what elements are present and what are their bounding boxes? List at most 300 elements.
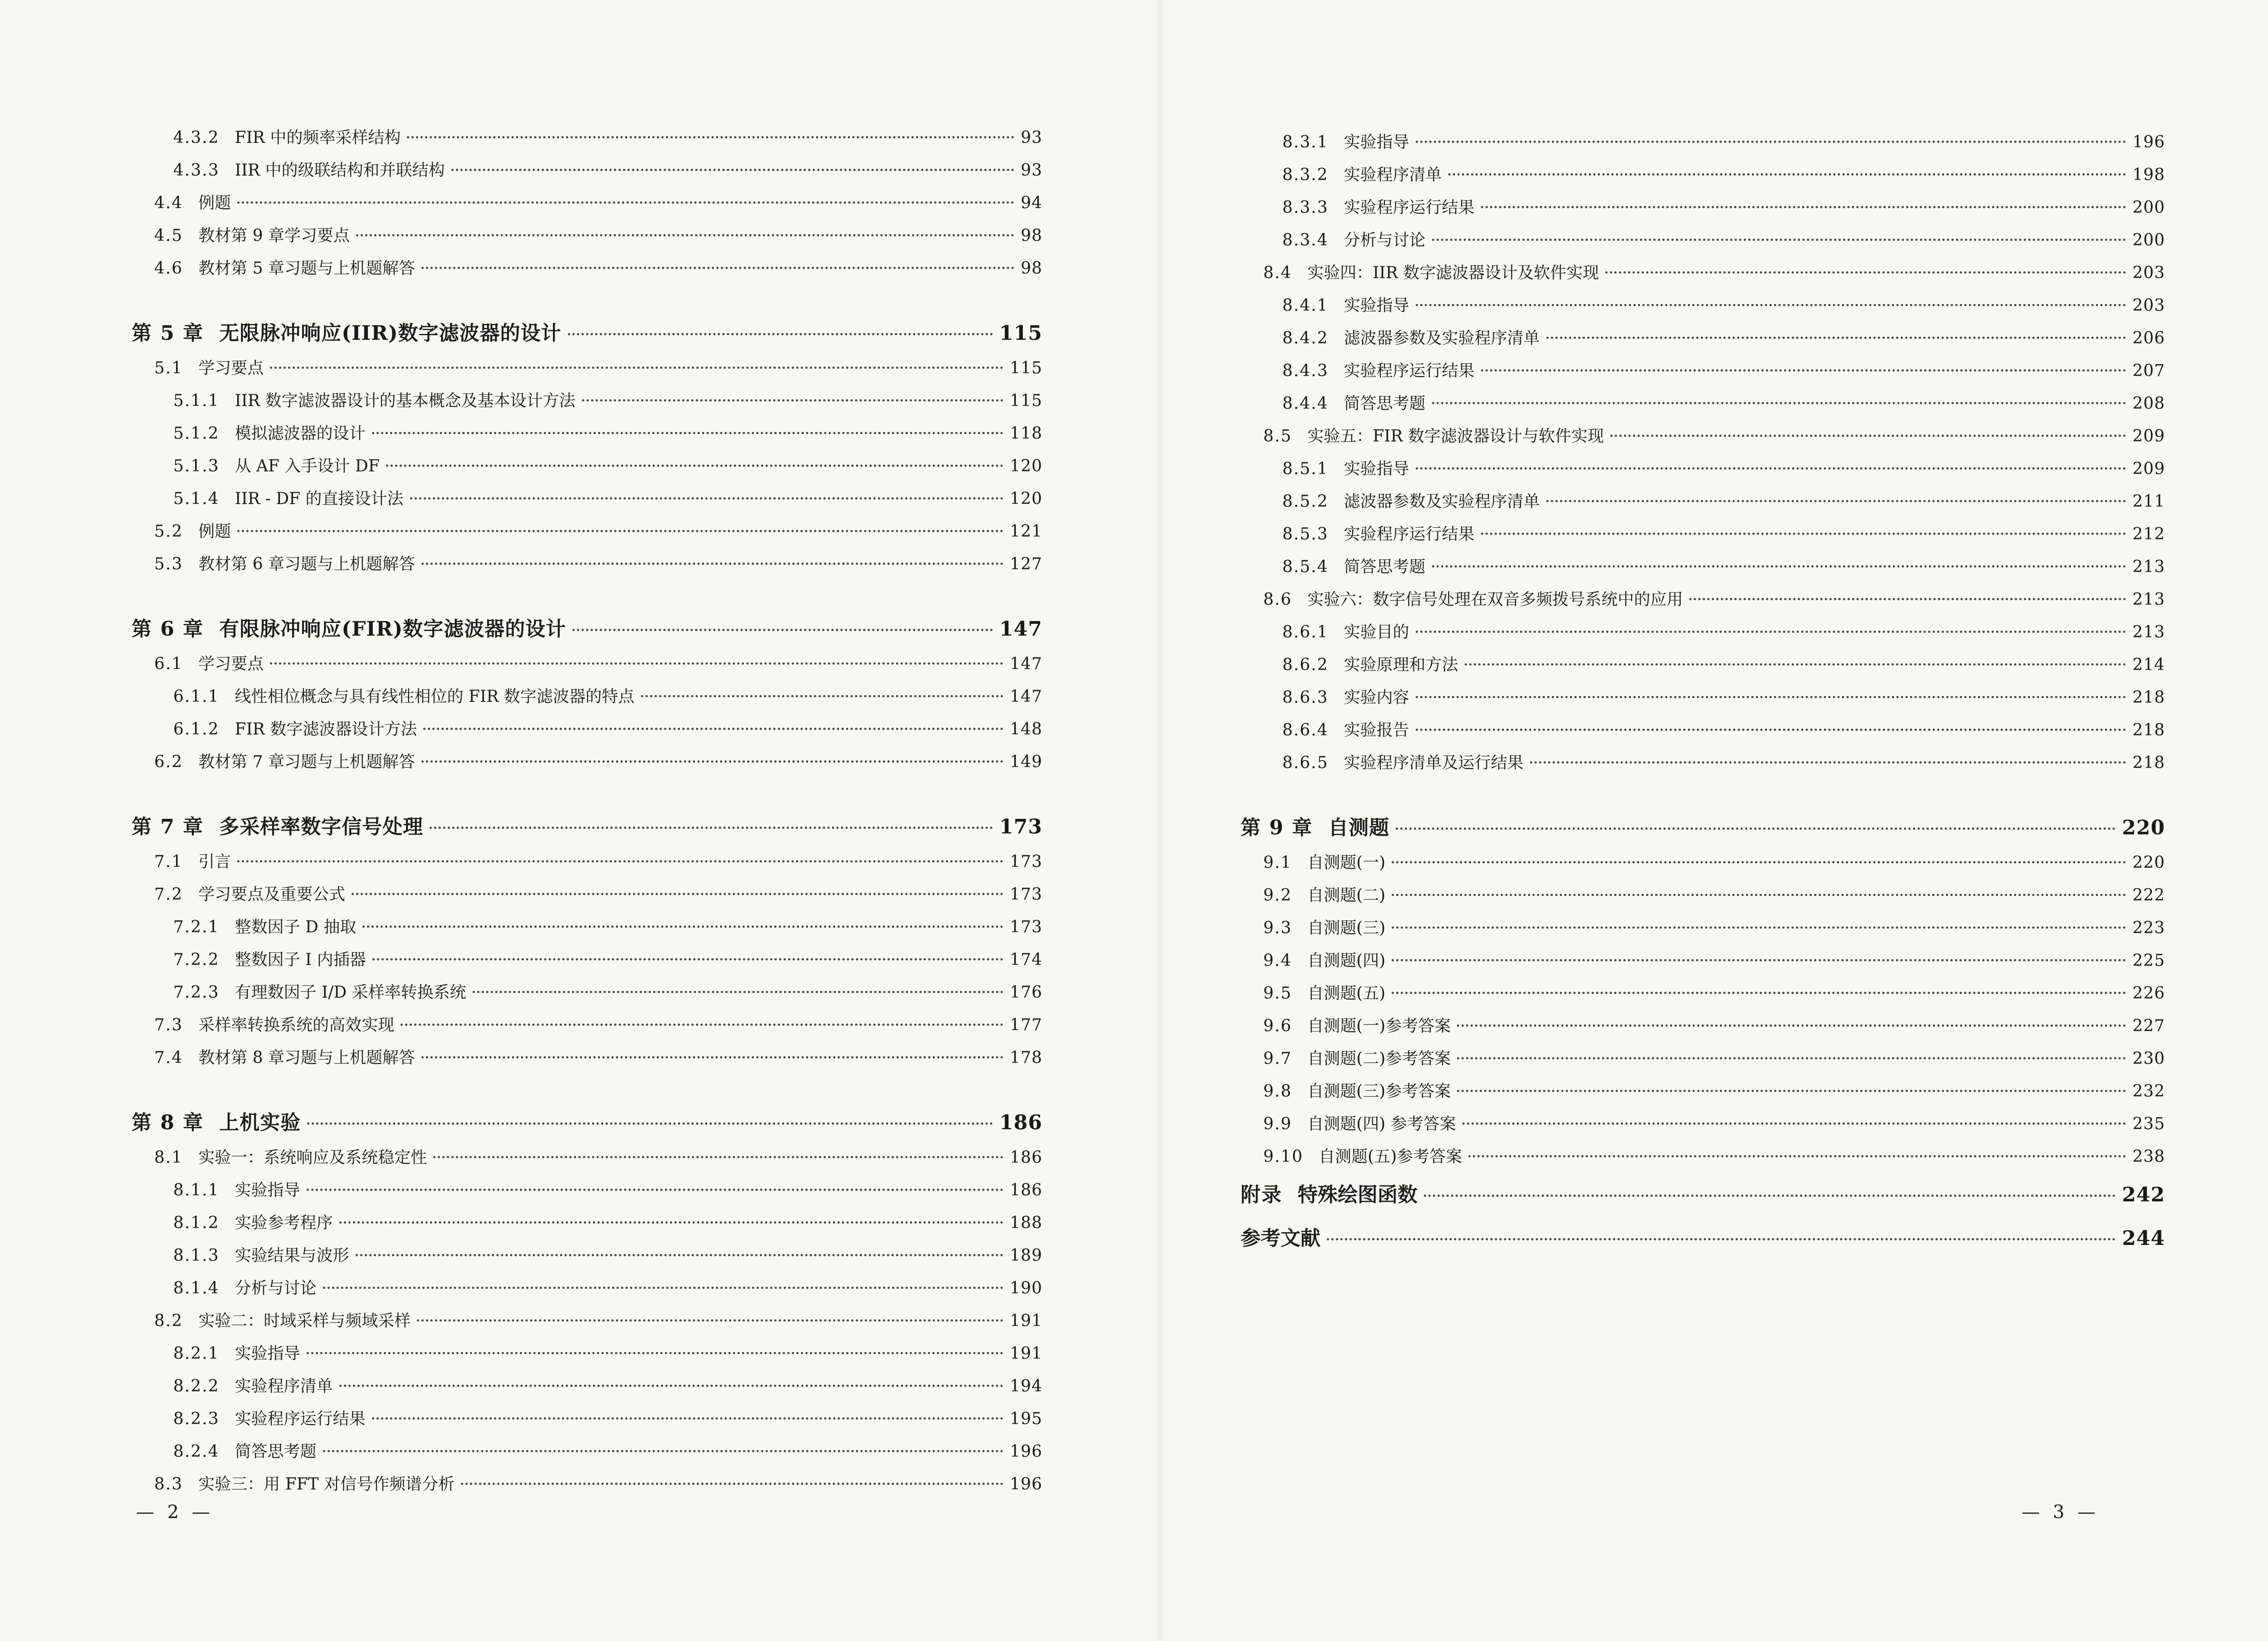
page-number: — 2 — — [136, 1502, 214, 1523]
toc-entry-number: 7.2.1 — [173, 918, 220, 936]
toc-entry-page: 220 — [2122, 816, 2165, 839]
toc-entry-title: 整数因子 D 抽取 — [235, 918, 357, 936]
toc-entry[interactable] — [1241, 1141, 2165, 1173]
toc-entry[interactable] — [132, 846, 1042, 878]
toc-entry-page: 178 — [1010, 1048, 1042, 1067]
toc-entry[interactable] — [132, 1337, 1042, 1370]
toc-entry-number: 8.5.2 — [1282, 492, 1329, 511]
toc-entry-number: 8.3.4 — [1282, 231, 1329, 250]
toc-entry-title: 滤波器参数及实验程序清单 — [1344, 492, 1540, 511]
toc-entry-number: 9.4 — [1263, 951, 1292, 970]
toc-entry[interactable] — [132, 1141, 1042, 1174]
toc-entry-title: 自测题 — [1328, 816, 1390, 839]
toc-entry-title: 实验六：数字信号处理在双音多频拨号系统中的应用 — [1307, 590, 1683, 609]
toc-entry-page: 186 — [1010, 1148, 1042, 1167]
toc-entry[interactable] — [1241, 1043, 2165, 1075]
toc-entry-page: 200 — [2132, 198, 2165, 217]
dot-leader — [421, 563, 1003, 565]
toc-entry-number: 8.4.4 — [1282, 394, 1329, 413]
toc-entry-page: 186 — [1010, 1181, 1042, 1200]
toc-entry-number: 7.3 — [154, 1016, 183, 1034]
toc-entry-page: 118 — [1010, 424, 1042, 443]
toc-entry[interactable] — [1241, 551, 2165, 583]
dot-leader — [582, 399, 1004, 402]
toc-entry[interactable] — [132, 1042, 1042, 1074]
toc-entry[interactable] — [1241, 387, 2165, 420]
dot-leader — [323, 1450, 1004, 1452]
toc-entry[interactable] — [132, 1435, 1042, 1468]
toc-entry[interactable] — [132, 450, 1042, 483]
toc-appendix-entry[interactable] — [1241, 1173, 2165, 1217]
toc-entry-number: 8.2.2 — [173, 1377, 220, 1396]
dot-leader — [352, 893, 1003, 895]
toc-entry-title: 多采样率数字信号处理 — [219, 815, 424, 838]
dot-leader — [421, 1056, 1003, 1058]
toc-entry[interactable] — [1241, 355, 2165, 387]
toc-entry-title: 实验指导 — [235, 1344, 300, 1363]
toc-entry-title: 教材第 9 章学习要点 — [198, 226, 350, 245]
toc-entry-number: 9.7 — [1263, 1049, 1292, 1068]
toc-entry[interactable] — [1241, 847, 2165, 879]
toc-entry-page: 218 — [2132, 721, 2165, 740]
toc-entry-number: 5.1.4 — [173, 490, 220, 508]
dot-leader — [410, 497, 1004, 500]
toc-entry-title: 例题 — [198, 522, 231, 541]
toc-entry-title: 从 AF 入手设计 DF — [235, 457, 380, 475]
dot-leader — [1432, 402, 2126, 404]
toc-entry-page: 226 — [2132, 984, 2165, 1003]
toc-entry-title: 模拟滤波器的设计 — [235, 424, 366, 443]
toc-entry-title: 实验程序运行结果 — [1344, 525, 1475, 544]
toc-entry-page: 120 — [1010, 490, 1042, 508]
dot-leader — [1392, 992, 2126, 994]
toc-entry-page: 177 — [1010, 1016, 1042, 1034]
toc-entry-title: 自测题(三) — [1307, 919, 1386, 937]
toc-entry-page: 220 — [2132, 853, 2165, 872]
toc-entry-title: 教材第 6 章习题与上机题解答 — [198, 555, 415, 573]
toc-entry[interactable] — [132, 122, 1042, 154]
toc-entry-number: 7.2.2 — [173, 950, 220, 969]
toc-entry-number: 6.1 — [154, 655, 183, 673]
toc-entry-page: 232 — [2132, 1082, 2165, 1101]
toc-entry[interactable] — [1241, 518, 2165, 551]
dot-leader — [372, 432, 1004, 434]
dot-leader — [323, 1287, 1004, 1289]
toc-entry-page: 218 — [2132, 754, 2165, 772]
toc-entry[interactable] — [1241, 159, 2165, 191]
toc-entry-page: 195 — [1010, 1410, 1042, 1428]
toc-entry-title: 例题 — [198, 194, 231, 212]
toc-entry[interactable] — [132, 648, 1042, 681]
toc-entry-page: 225 — [2132, 951, 2165, 970]
dot-leader — [362, 926, 1003, 928]
toc-entry-number: 7.4 — [154, 1048, 183, 1067]
toc-entry-number: 6.2 — [154, 753, 183, 771]
toc-entry-page: 213 — [2132, 558, 2165, 576]
toc-entry[interactable] — [132, 548, 1042, 581]
toc-entry-number: 8.3.1 — [1282, 133, 1329, 152]
toc-entry-title: 整数因子 I 内插器 — [235, 950, 366, 969]
toc-entry[interactable] — [132, 1468, 1042, 1501]
toc-entry[interactable] — [1241, 485, 2165, 518]
toc-entry[interactable] — [1241, 191, 2165, 224]
dot-leader — [401, 1024, 1003, 1026]
toc-entry-title: 实验一：系统响应及系统稳定性 — [198, 1148, 427, 1167]
toc-entry-title: 特殊绘图函数 — [1298, 1183, 1418, 1206]
toc-entry-title: 自测题(五)参考答案 — [1319, 1147, 1462, 1166]
toc-entry[interactable] — [132, 1272, 1042, 1305]
toc-entry-page: 121 — [1010, 522, 1042, 541]
dot-leader — [430, 827, 993, 829]
toc-entry-number: 7.1 — [154, 852, 183, 871]
toc-entry-number: 9.2 — [1263, 886, 1292, 905]
toc-entry-number: 8.4.1 — [1282, 296, 1329, 315]
toc-entry-page: 93 — [1021, 128, 1042, 147]
toc-entry-number: 9.9 — [1263, 1115, 1292, 1133]
toc-entry[interactable] — [132, 515, 1042, 548]
toc-entry-title: 实验程序清单 — [1344, 166, 1442, 184]
toc-entry-title: IIR 数字滤波器设计的基本概念及基本设计方法 — [235, 392, 576, 410]
toc-entry[interactable] — [1241, 583, 2165, 616]
dot-leader — [1448, 173, 2126, 176]
toc-entry[interactable] — [132, 1009, 1042, 1042]
toc-entry-title: 实验目的 — [1344, 623, 1409, 642]
toc-entry-title: 实验三：用 FFT 对信号作频谱分析 — [198, 1475, 455, 1494]
dot-leader — [473, 991, 1004, 993]
dot-leader — [572, 629, 993, 631]
dot-leader — [1416, 729, 2126, 731]
toc-entry-title: 实验程序运行结果 — [1344, 198, 1475, 217]
toc-entry-number: 5.1.2 — [173, 424, 220, 443]
toc-entry-page: 186 — [999, 1111, 1042, 1134]
toc-entry-number: 8.6.5 — [1282, 754, 1329, 772]
toc-entry-page: 173 — [1010, 885, 1042, 904]
toc-entry[interactable] — [132, 187, 1042, 220]
dot-leader — [372, 1417, 1004, 1420]
toc-entry-title: 自测题(二) — [1307, 886, 1386, 905]
toc-entry[interactable] — [1241, 681, 2165, 714]
toc-entry-page: 230 — [2132, 1049, 2165, 1068]
dot-leader — [1481, 533, 2126, 535]
toc-entry-title: IIR 中的级联结构和并联结构 — [235, 161, 445, 180]
toc-entry-number: 9.5 — [1263, 984, 1292, 1003]
toc-entry[interactable] — [1241, 1075, 2165, 1108]
toc-entry-title: 自测题(五) — [1307, 984, 1386, 1003]
toc-entry-title: 教材第 7 章习题与上机题解答 — [198, 753, 415, 771]
toc-entry-number: 第 5 章 — [132, 322, 204, 345]
toc-entry-title: 实验指导 — [1344, 460, 1409, 478]
toc-entry-page: 188 — [1010, 1214, 1042, 1232]
toc-entry-title: 上机实验 — [219, 1111, 301, 1134]
toc-entry-title: 实验指导 — [1344, 296, 1409, 315]
dot-leader — [451, 169, 1015, 171]
toc-entry[interactable] — [1241, 977, 2165, 1010]
toc-appendix-entry[interactable] — [1241, 1217, 2165, 1260]
toc-entry-title: 自测题(一)参考答案 — [1307, 1017, 1451, 1035]
toc-entry-number: 9.8 — [1263, 1082, 1292, 1101]
toc-entry-title: 实验程序运行结果 — [235, 1410, 366, 1428]
toc-chapter-entry[interactable] — [132, 808, 1042, 846]
dot-leader — [1610, 435, 2126, 437]
toc-entry-number: 4.3.2 — [173, 128, 220, 147]
toc-entry[interactable] — [132, 154, 1042, 187]
toc-entry[interactable] — [1241, 322, 2165, 355]
toc-list-right — [1241, 126, 2165, 1260]
dot-leader — [1605, 271, 2126, 274]
dot-leader — [1424, 1195, 2116, 1197]
toc-entry-title: 自测题(四) 参考答案 — [1307, 1115, 1456, 1133]
toc-chapter-entry[interactable] — [1241, 809, 2165, 847]
toc-entry[interactable] — [1241, 289, 2165, 322]
dot-leader — [1432, 239, 2126, 241]
dot-leader — [356, 234, 1014, 236]
dot-leader — [1462, 1122, 2126, 1125]
toc-entry[interactable] — [132, 976, 1042, 1009]
toc-entry-number: 8.2.4 — [173, 1442, 220, 1461]
toc-entry-title: FIR 中的频率采样结构 — [235, 128, 401, 147]
toc-entry-page: 208 — [2132, 394, 2165, 413]
toc-entry-number: 6.1.1 — [173, 687, 220, 706]
toc-entry-page: 207 — [2132, 362, 2165, 380]
dot-leader — [1481, 206, 2126, 208]
toc-entry-title: 引言 — [198, 852, 231, 871]
toc-entry-number: 8.3.3 — [1282, 198, 1329, 217]
toc-entry[interactable] — [1241, 616, 2165, 649]
toc-entry-title: 自测题(四) — [1307, 951, 1386, 970]
toc-entry-title: 简答思考题 — [1344, 558, 1426, 576]
toc-entry-page: 238 — [2132, 1147, 2165, 1166]
toc-entry-page: 196 — [1010, 1442, 1042, 1461]
toc-entry-page: 196 — [2132, 133, 2165, 152]
toc-entry[interactable] — [132, 944, 1042, 976]
toc-entry-page: 213 — [2132, 590, 2165, 609]
toc-entry-page: 120 — [1010, 457, 1042, 475]
page-number: — 3 — — [2022, 1502, 2099, 1523]
toc-entry-title: 学习要点 — [198, 359, 264, 377]
toc-entry[interactable] — [132, 1174, 1042, 1207]
toc-entry-number: 8.2.1 — [173, 1344, 220, 1363]
toc-entry-page: 115 — [1010, 392, 1042, 410]
toc-entry-page: 173 — [999, 815, 1042, 838]
toc-entry[interactable] — [1241, 1010, 2165, 1043]
toc-entry-number: 8.1.4 — [173, 1279, 220, 1298]
toc-entry-title: 线性相位概念与具有线性相位的 FIR 数字滤波器的特点 — [235, 687, 635, 706]
toc-entry-title: 实验结果与波形 — [235, 1246, 349, 1265]
dot-leader — [307, 1189, 1004, 1191]
toc-entry[interactable] — [1241, 1108, 2165, 1141]
toc-entry-number: 8.1 — [154, 1148, 183, 1167]
toc-entry[interactable] — [1241, 649, 2165, 681]
toc-entry-number: 第 9 章 — [1241, 816, 1313, 839]
toc-entry-number: 8.6.4 — [1282, 721, 1329, 740]
toc-entry[interactable] — [1241, 257, 2165, 289]
toc-entry-page: 196 — [1010, 1475, 1042, 1494]
toc-entry-page: 173 — [1010, 918, 1042, 936]
toc-entry-number: 9.6 — [1263, 1017, 1292, 1035]
toc-entry-title: 自测题(二)参考答案 — [1307, 1049, 1451, 1068]
dot-leader — [433, 1156, 1003, 1158]
toc-entry[interactable] — [1241, 912, 2165, 945]
dot-leader — [1392, 894, 2126, 896]
toc-entry-page: 214 — [2132, 656, 2165, 674]
toc-entry-number: 8.4.2 — [1282, 329, 1329, 348]
toc-entry-page: 209 — [2132, 460, 2165, 478]
toc-entry-number: 5.3 — [154, 555, 183, 573]
toc-entry-number: 8.2 — [154, 1312, 183, 1330]
toc-entry-page: 200 — [2132, 231, 2165, 250]
dot-leader — [307, 1352, 1004, 1354]
toc-entry-page: 209 — [2132, 427, 2165, 446]
toc-entry-number: 7.2.3 — [173, 983, 220, 1002]
toc-entry[interactable] — [132, 417, 1042, 450]
dot-leader — [1457, 1057, 2126, 1059]
toc-entry[interactable] — [132, 252, 1042, 285]
dot-leader — [237, 201, 1014, 204]
toc-entry-number: 6.1.2 — [173, 720, 220, 739]
toc-entry[interactable] — [132, 713, 1042, 746]
toc-entry[interactable] — [132, 483, 1042, 515]
toc-entry[interactable] — [132, 746, 1042, 779]
toc-entry[interactable] — [132, 1403, 1042, 1435]
toc-entry-page: 176 — [1010, 983, 1042, 1002]
toc-entry-page: 191 — [1010, 1312, 1042, 1330]
toc-chapter-entry[interactable] — [132, 315, 1042, 352]
toc-entry-title: FIR 数字滤波器设计方法 — [235, 720, 417, 739]
dot-leader — [339, 1385, 1004, 1387]
dot-leader — [1416, 304, 2126, 306]
toc-entry-page: 194 — [1010, 1377, 1042, 1396]
dot-leader — [1481, 369, 2126, 372]
toc-entry-page: 115 — [999, 322, 1042, 345]
toc-entry-number: 8.1.3 — [173, 1246, 220, 1265]
toc-entry[interactable] — [1241, 453, 2165, 485]
dot-leader — [1396, 828, 2116, 830]
toc-entry-page: 213 — [2132, 623, 2165, 642]
toc-entry[interactable] — [132, 385, 1042, 417]
dot-leader — [1457, 1024, 2126, 1027]
dot-leader — [1546, 337, 2126, 339]
toc-entry[interactable] — [132, 1207, 1042, 1239]
toc-entry-title: 简答思考题 — [1344, 394, 1426, 413]
toc-entry-page: 173 — [1010, 852, 1042, 871]
dot-leader — [407, 136, 1014, 138]
toc-entry[interactable] — [1241, 126, 2165, 159]
toc-entry[interactable] — [132, 220, 1042, 252]
toc-entry-page: 94 — [1021, 194, 1042, 212]
dot-leader — [1468, 1155, 2126, 1157]
dot-leader — [1392, 861, 2126, 863]
dot-leader — [417, 1319, 1003, 1322]
toc-entry-title: 有限脉冲响应(FIR)数字滤波器的设计 — [219, 617, 567, 641]
toc-entry-title: 实验内容 — [1344, 688, 1409, 707]
toc-entry-page: 147 — [1010, 687, 1042, 706]
toc-entry-number: 5.2 — [154, 522, 183, 541]
toc-entry-number: 9.10 — [1263, 1147, 1304, 1166]
toc-entry-title: 实验四：IIR 数字滤波器设计及软件实现 — [1307, 264, 1599, 282]
toc-entry-title: 自测题(三)参考答案 — [1307, 1082, 1451, 1101]
dot-leader — [1689, 598, 2126, 600]
toc-entry-page: 218 — [2132, 688, 2165, 707]
toc-entry[interactable] — [132, 352, 1042, 385]
toc-entry-page: 203 — [2132, 296, 2165, 315]
dot-leader — [421, 760, 1003, 763]
dot-leader — [1416, 141, 2126, 143]
dot-leader — [641, 695, 1003, 697]
toc-entry-page: 222 — [2132, 886, 2165, 905]
toc-entry-title: 实验参考程序 — [235, 1214, 333, 1232]
toc-list-left — [132, 122, 1042, 1501]
toc-entry-page: 244 — [2122, 1227, 2165, 1250]
toc-entry-number: 8.5.4 — [1282, 558, 1329, 576]
toc-entry-page: 203 — [2132, 264, 2165, 282]
toc-entry[interactable] — [1241, 420, 2165, 453]
dot-leader — [1465, 663, 2126, 666]
dot-leader — [339, 1221, 1004, 1224]
toc-entry-number: 8.6.1 — [1282, 623, 1329, 642]
toc-entry-title: 实验程序清单 — [235, 1377, 333, 1396]
toc-entry-number: 8.5.1 — [1282, 460, 1329, 478]
toc-entry-page: 98 — [1021, 226, 1042, 245]
toc-entry[interactable] — [132, 878, 1042, 911]
toc-entry-page: 223 — [2132, 919, 2165, 937]
toc-entry-number: 8.5.3 — [1282, 525, 1329, 544]
toc-entry[interactable] — [132, 681, 1042, 713]
toc-entry-number: 8.5 — [1263, 427, 1292, 446]
toc-entry-page: 115 — [1010, 359, 1042, 377]
toc-entry-title: 简答思考题 — [235, 1442, 317, 1461]
toc-entry[interactable] — [132, 1305, 1042, 1337]
toc-entry-page: 235 — [2132, 1115, 2165, 1133]
toc-entry-page: 211 — [2132, 492, 2165, 511]
toc-entry-number: 4.4 — [154, 194, 183, 212]
toc-entry-title: 实验指导 — [235, 1181, 300, 1200]
toc-entry[interactable] — [1241, 747, 2165, 779]
toc-entry-title: 分析与讨论 — [1344, 231, 1426, 250]
toc-entry-number: 8.4 — [1263, 264, 1292, 282]
toc-entry[interactable] — [1241, 945, 2165, 977]
toc-entry-title: 实验程序清单及运行结果 — [1344, 754, 1524, 772]
toc-entry-page: 174 — [1010, 950, 1042, 969]
toc-entry[interactable] — [1241, 714, 2165, 747]
toc-entry-page: 147 — [1010, 655, 1042, 673]
toc-entry-title: 分析与讨论 — [235, 1279, 317, 1298]
dot-leader — [1416, 467, 2126, 470]
toc-entry-number: 第 7 章 — [132, 815, 204, 838]
toc-entry-title: 采样率转换系统的高效实现 — [198, 1016, 395, 1034]
toc-entry-title: 有理数因子 I/D 采样率转换系统 — [235, 983, 466, 1002]
dot-leader — [421, 267, 1014, 269]
toc-entry-number: 第 8 章 — [132, 1111, 204, 1134]
toc-entry-number: 5.1.1 — [173, 392, 220, 410]
toc-entry-number: 7.2 — [154, 885, 183, 904]
toc-entry[interactable] — [132, 1370, 1042, 1403]
dot-leader — [568, 333, 993, 335]
toc-entry[interactable] — [132, 1239, 1042, 1272]
toc-entry-number: 9.3 — [1263, 919, 1292, 937]
toc-entry-title: 实验二：时域采样与频域采样 — [198, 1312, 411, 1330]
toc-entry[interactable] — [1241, 224, 2165, 257]
toc-entry[interactable] — [132, 911, 1042, 944]
toc-chapter-entry[interactable] — [132, 611, 1042, 648]
toc-entry-title: 无限脉冲响应(IIR)数字滤波器的设计 — [219, 322, 562, 345]
toc-entry-page: 206 — [2132, 329, 2165, 348]
toc-entry-title: 教材第 8 章习题与上机题解答 — [198, 1048, 415, 1067]
toc-chapter-entry[interactable] — [132, 1104, 1042, 1141]
dot-leader — [372, 958, 1004, 960]
toc-entry[interactable] — [1241, 879, 2165, 912]
toc-entry-page: 242 — [2122, 1183, 2165, 1206]
toc-entry-number: 8.3 — [154, 1475, 183, 1494]
